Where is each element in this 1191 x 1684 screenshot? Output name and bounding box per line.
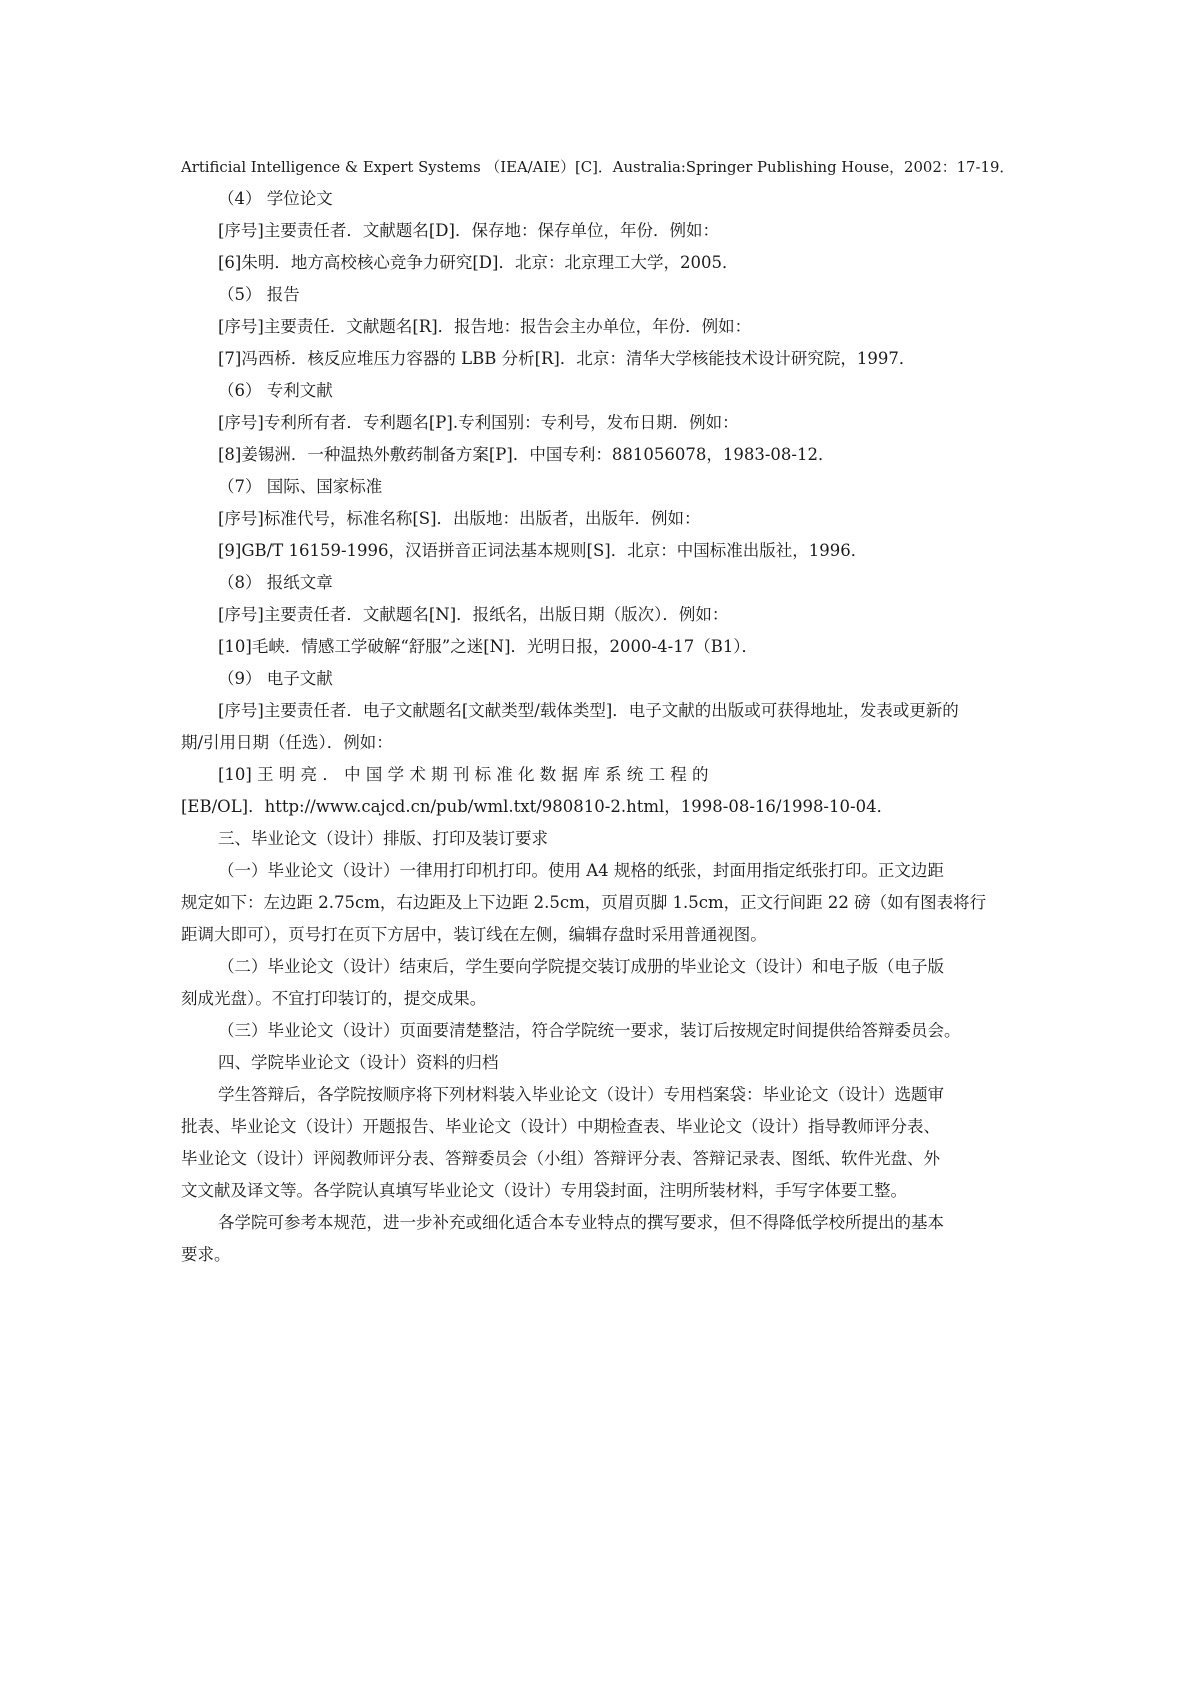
section-heading-report: （5） 报告 [218,285,300,304]
archive-paragraph-line-1: 学生答辩后，各学院按顺序将下列材料装入毕业论文（设计）专用档案袋：毕业论文（设计）选题审 [218,1085,944,1104]
format-line-electronic-1 [181,695,1019,727]
document-body [181,151,1019,1271]
example-line-standard: [9]GB/T 16159-1996，汉语拼音正词法基本规则[S]．北京：中国标准出版社，1996． [218,541,868,560]
archive-paragraph-line-2: 批表、毕业论文（设计）开题报告、毕业论文（设计）中期检查表、毕业论文（设计）指导教师评分表、 [181,1117,940,1136]
archive-paragraph-line-4: 文文献及译文等。各学院认真填写毕业论文（设计）专用袋封面，注明所装材料，手写字体要工整。 [181,1181,907,1200]
printing-paragraph-1-line-1: （一）毕业论文（设计）一律用打印机打印。使用 A4 规格的纸张，封面用指定纸张打印。正文边距 [218,861,944,880]
format-line-report: [序号]主要责任．文献题名[R]．报告地：报告会主办单位，年份．例如： [218,317,752,336]
example-line-thesis: [6]朱明．地方高校核心竞争力研究[D]．北京：北京理工大学，2005． [218,253,739,272]
example-line-electronic-2: [EB/OL]．http://www.cajcd.cn/pub/wml.txt/980810-2.html，1998-08-16/1998-10-04． [181,797,894,816]
format-line-electronic-1-text: [序号]主要责任者．电子文献题名[文献类型/载体类型]．电子文献的出版或可获得地址，发表或更新的 [218,701,959,720]
archive-paragraph-line-3: 毕业论文（设计）评阅教师评分表、答辩委员会（小组）答辩评分表、答辩记录表、图纸、软件光盘、外 [181,1149,940,1168]
format-line-electronic-2: 期/引用日期（任选）．例如： [181,733,393,752]
printing-paragraph-2-line-2: 刻成光盘）。不宜打印装订的，提交成果。 [181,989,487,1008]
closing-paragraph-line-1: 各学院可参考本规范，进一步补充或细化适合本专业特点的撰写要求，但不得降低学校所提出的基本 [218,1213,944,1232]
example-line-electronic-1: [10] 王 明 亮 ． 中 国 学 术 期 刊 标 准 化 数 据 库 系 统 工 程 的 [218,765,709,784]
section-heading-archive: 四、学院毕业论文（设计）资料的归档 [218,1053,499,1072]
printing-paragraph-1-line-3: 距调大即可），页号打在页下方居中，装订线在左侧，编辑存盘时采用普通视图。 [181,925,767,944]
example-line-newspaper: [10]毛峡．情感工学破解“舒服”之迷[N]．光明日报，2000-4-17（B1）． [218,637,759,656]
closing-paragraph-line-2: 要求。 [181,1245,231,1264]
example-line-patent: [8]姜锡洲．一种温热外敷药制备方案[P]．中国专利：881056078，1983-08-12． [218,445,835,464]
section-heading-patent: （6） 专利文献 [218,381,333,400]
format-line-newspaper: [序号]主要责任者．文献题名[N]．报纸名，出版日期（版次）．例如： [218,605,729,624]
section-heading-newspaper: （8） 报纸文章 [218,573,333,592]
reference-continuation-line: Artificial Intelligence & Expert Systems （IEA/AIE）[C]．Australia:Springer Publishing House，2002：17-19． [181,158,1015,176]
section-heading-electronic: （9） 电子文献 [218,669,333,688]
section-heading-printing: 三、毕业论文（设计）排版、打印及装订要求 [218,829,548,848]
format-line-patent: [序号]专利所有者．专利题名[P].专利国别：专利号，发布日期．例如： [218,413,739,432]
format-line-standard: [序号]标准代号，标准名称[S]．出版地：出版者，出版年．例如： [218,509,701,528]
section-heading-thesis: （4） 学位论文 [218,189,333,208]
printing-paragraph-2-line-1: （二）毕业论文（设计）结束后，学生要向学院提交装订成册的毕业论文（设计）和电子版（电子版 [218,957,944,976]
printing-paragraph-3: （三）毕业论文（设计）页面要清楚整洁，符合学院统一要求，装订后按规定时间提供给答辩委员会。 [218,1021,961,1040]
printing-paragraph-1-line-2: 规定如下：左边距 2.75cm，右边距及上下边距 2.5cm，页眉页脚 1.5cm，正文行间距 22 磅（如有图表将行 [181,893,987,912]
section-heading-standard: （7） 国际、国家标准 [218,477,383,496]
format-line-thesis: [序号]主要责任者．文献题名[D]．保存地：保存单位，年份．例如： [218,221,719,240]
example-line-report: [7]冯西桥．核反应堆压力容器的 LBB 分析[R]．北京：清华大学核能技术设计研究院，1997． [218,349,916,368]
